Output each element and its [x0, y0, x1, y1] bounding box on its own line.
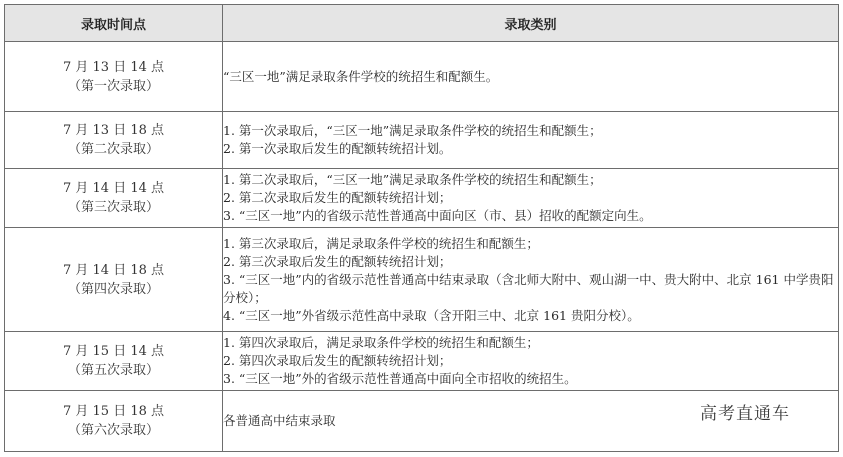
admission-time-cell [5, 112, 223, 169]
category-item: 2. 第三次录取后发生的配额转统招计划； [223, 253, 452, 269]
category-item: 1. 第一次录取后，“三区一地”满足录取条件学校的统招生和配额生； [223, 123, 602, 138]
admission-time-cell [5, 332, 223, 391]
admission-round: （第三次录取） [67, 200, 159, 215]
category-item: 4. “三区一地”外省级示范性高中录取（含开阳三中、北京 161 贵阳分校）。 [223, 307, 640, 323]
admission-time-cell [5, 228, 223, 332]
admission-time: 7 月 15 日 18 点 [62, 404, 165, 419]
admission-time-cell [5, 169, 223, 228]
category-item: 各普通高中结束录取 [223, 413, 336, 428]
category-item: 2. 第四次录取后发生的配额转统招计划； [223, 353, 452, 368]
category-item: 3. “三区一地”内的省级示范性普通高中结束录取（含北师大附中、观山湖一中、贵大附中、北京 161 中学贵阳分校）； [223, 271, 834, 305]
admission-round: （第五次录取） [67, 363, 159, 378]
admission-round: （第四次录取） [67, 281, 159, 297]
table-header-row [5, 5, 839, 42]
admission-category-cell [223, 42, 839, 112]
admission-time-cell [5, 391, 223, 452]
admission-time: 7 月 14 日 18 点 [62, 262, 165, 278]
table-row [5, 42, 839, 112]
admission-time: 7 月 13 日 14 点 [62, 59, 165, 75]
admission-category-cell [223, 169, 839, 228]
admission-schedule-table [4, 4, 839, 452]
admission-time: 7 月 15 日 14 点 [62, 344, 165, 359]
admission-round: （第二次录取） [67, 142, 159, 157]
admission-round: （第一次录取） [67, 78, 159, 94]
table-row [5, 228, 839, 332]
admission-time: 7 月 14 日 14 点 [62, 181, 165, 196]
table-row [5, 332, 839, 391]
category-item: 1. 第二次录取后，“三区一地”满足录取条件学校的统招生和配额生； [223, 172, 602, 187]
category-item: 2. 第一次录取后发生的配额转统招计划。 [223, 141, 452, 156]
admission-time: 7 月 13 日 18 点 [62, 123, 165, 138]
admission-time-cell [5, 42, 223, 112]
category-item: 2. 第二次录取后发生的配额转统招计划； [223, 190, 452, 205]
category-item: “三区一地”满足录取条件学校的统招生和配额生。 [223, 68, 499, 84]
header-admission-category: 录取类别 [223, 5, 839, 42]
admission-category-cell [223, 332, 839, 391]
category-item: 3. “三区一地”外的省级示范性普通高中面向全市招收的统招生。 [223, 371, 577, 386]
table-row [5, 112, 839, 169]
category-item: 3. “三区一地”内的省级示范性普通高中面向区（市、县）招收的配额定向生。 [223, 208, 652, 223]
header-admission-time: 录取时间点 [5, 5, 223, 42]
admission-round: （第六次录取） [67, 423, 159, 438]
category-item: 1. 第三次录取后，满足录取条件学校的统招生和配额生； [223, 235, 539, 251]
table-row [5, 169, 839, 228]
watermark: 高考直通车 [700, 404, 790, 424]
admission-category-cell [223, 112, 839, 169]
admission-category-cell [223, 228, 839, 332]
category-item: 1. 第四次录取后，满足录取条件学校的统招生和配额生； [223, 335, 539, 350]
